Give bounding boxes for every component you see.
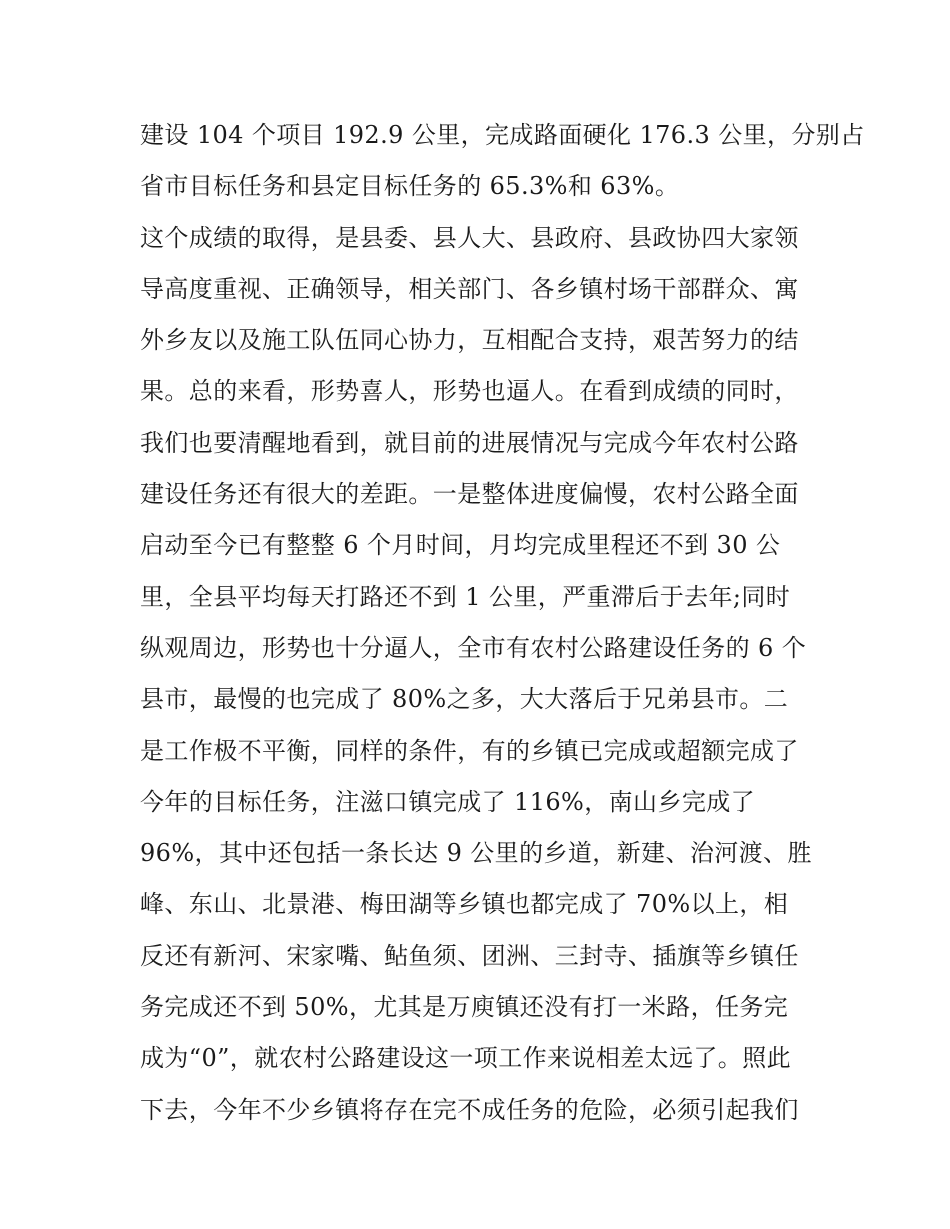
text-line: 今年的目标任务，注滋口镇完成了 116%，南山乡完成了: [140, 787, 756, 816]
text-line: 建设任务还有很大的差距。一是整体进度偏慢，农村公路全面: [140, 480, 799, 509]
body-text: [140, 110, 865, 1136]
text-line: 启动至今已有整整 6 个月时间，月均完成里程还不到 30 公: [140, 531, 781, 560]
text-line: 我们也要清醒地看到，就目前的进展情况与完成今年农村公路: [140, 428, 799, 457]
text-line: 导高度重视、正确领导，相关部门、各乡镇村场干部群众、寓: [140, 274, 799, 303]
text-line: 纵观周边，形势也十分逼人，全市有农村公路建设任务的 6 个: [140, 633, 807, 662]
text-line: 峰、东山、北景港、梅田湖等乡镇也都完成了 70%以上，相: [140, 890, 789, 919]
text-line: 县市，最慢的也完成了 80%之多，大大落后于兄弟县市。二: [140, 685, 789, 714]
text-line: 成为“0”，就农村公路建设这一项工作来说相差太远了。照此: [140, 1044, 792, 1073]
text-line: 果。总的来看，形势喜人，形势也逼人。在看到成绩的同时，: [140, 377, 799, 406]
text-line: 外乡友以及施工队伍同心协力，互相配合支持，艰苦努力的结: [140, 326, 799, 355]
text-line: 这个成绩的取得，是县委、县人大、县政府、县政协四大家领: [140, 223, 799, 252]
text-line: 96%，其中还包括一条长达 9 公里的乡道，新建、治河渡、胜: [140, 839, 812, 868]
text-line: 下去，今年不少乡镇将存在完不成任务的危险，必须引起我们: [140, 1095, 799, 1124]
text-line: 建设 104 个项目 192.9 公里，完成路面硬化 176.3 公里，分别占: [140, 121, 865, 149]
text-line: 省市目标任务和县定目标任务的 65.3%和 63%。: [140, 172, 680, 201]
text-line: 是工作极不平衡，同样的条件，有的乡镇已完成或超额完成了: [140, 736, 799, 765]
text-line: 务完成还不到 50%，尤其是万庾镇还没有打一米路，任务完: [140, 993, 789, 1022]
text-line: 里，全县平均每天打路还不到 1 公里，严重滞后于去年;同时: [140, 582, 791, 611]
text-line: 反还有新河、宋家嘴、鲇鱼须、团洲、三封寺、插旗等乡镇任: [140, 941, 799, 970]
